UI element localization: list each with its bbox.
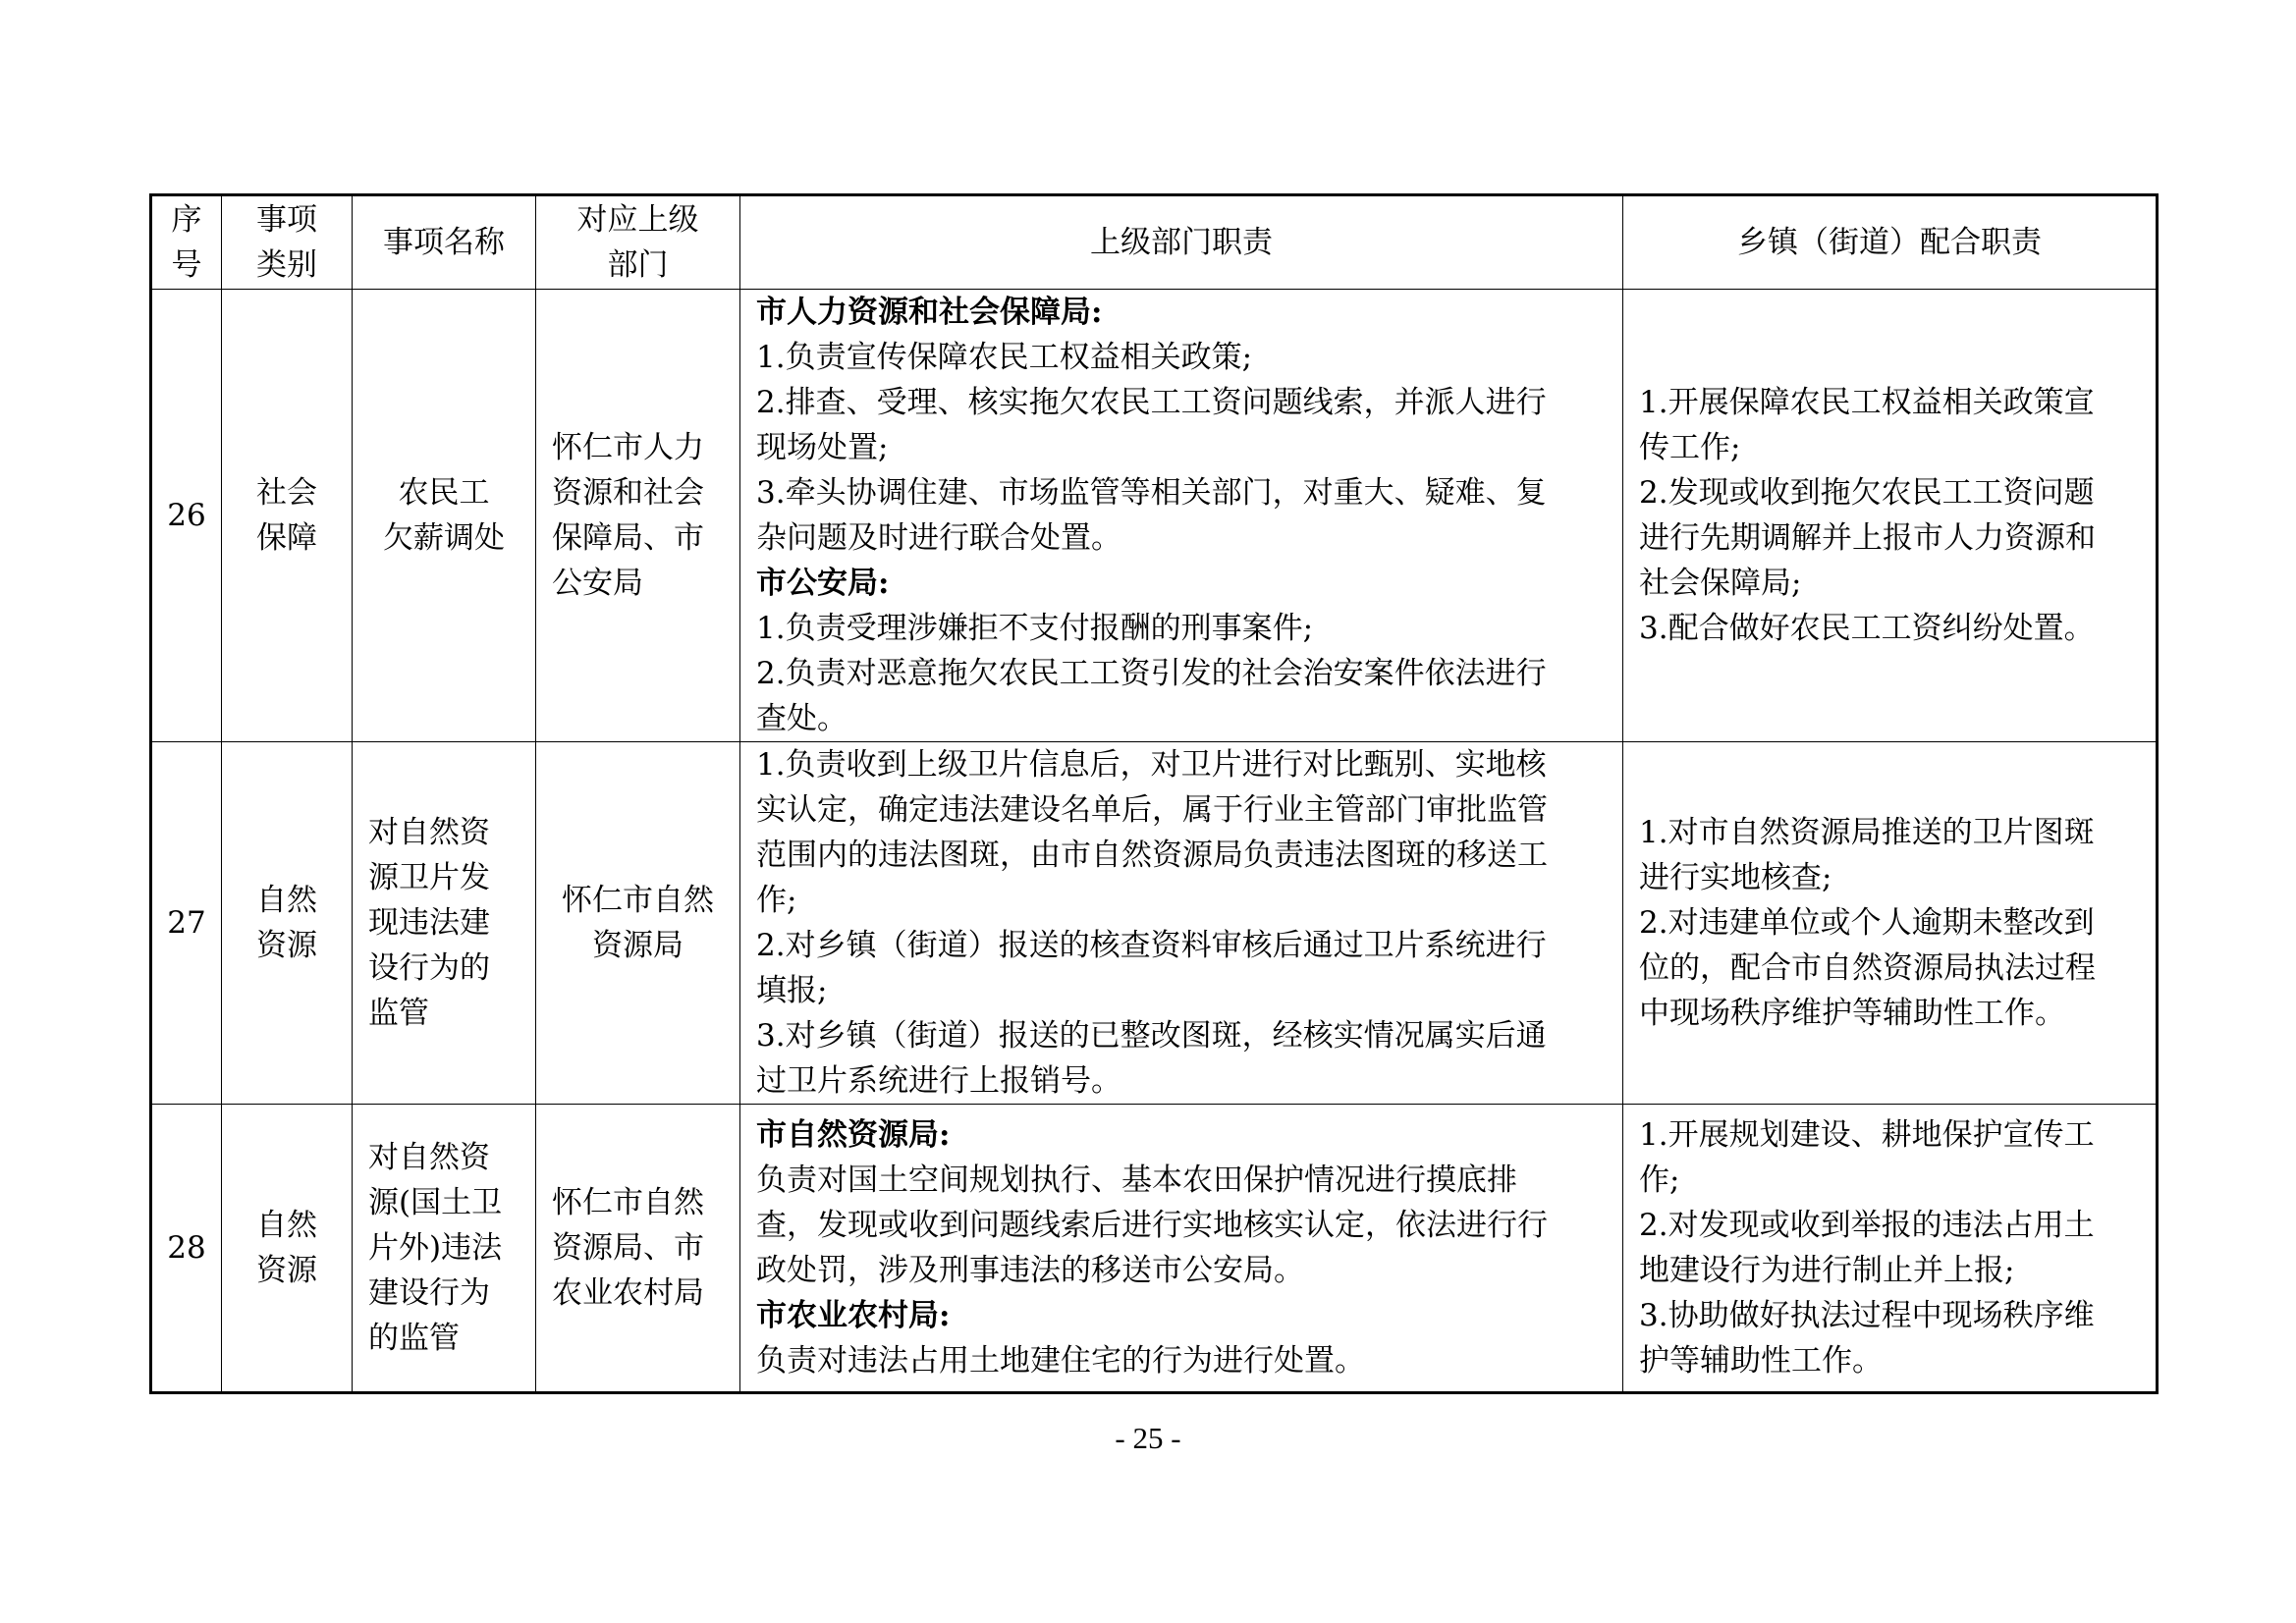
duty-table bbox=[149, 193, 2159, 1394]
row-superior: 怀仁市自然 资源局 bbox=[536, 742, 740, 1105]
page-number: - 25 - bbox=[1115, 1421, 1181, 1455]
row-no: 27 bbox=[151, 742, 222, 1105]
header-superior-duty: 上级部门职责 bbox=[740, 195, 1623, 290]
row-town-duty: 1.开展规划建设、耕地保护宣传工 作; 2.对发现或收到举报的违法占用土 地建设行为进行制止并上报; 3.协助做好执法过程中现场秩序维 护等辅助性工作。 bbox=[1623, 1105, 2158, 1393]
row-town-duty: 1.开展保障农民工权益相关政策宣 传工作; 2.发现或收到拖欠农民工工资问题 进行先期调解并上报市人力资源和 社会保障局; 3.配合做好农民工工资纠纷处置。 bbox=[1623, 290, 2158, 742]
table-row bbox=[151, 290, 2158, 742]
row-category: 自然 资源 bbox=[222, 742, 353, 1105]
row-category: 社会 保障 bbox=[222, 290, 353, 742]
header-no: 序 号 bbox=[151, 195, 222, 290]
header-name: 事项名称 bbox=[353, 195, 536, 290]
header-superior: 对应上级 部门 bbox=[536, 195, 740, 290]
row-superior-duty: 市自然资源局: 负责对国土空间规划执行、基本农田保护情况进行摸底排 查，发现或收到问题线索后进行实地核实认定，依法进行行 政处罚，涉及刑事违法的移送市公安局。 市农业农村局: 负责对违法占用土地建住宅的行为进行处置。 bbox=[740, 1105, 1623, 1393]
row-town-duty: 1.对市自然资源局推送的卫片图斑 进行实地核查; 2.对违建单位或个人逾期未整改到 位的，配合市自然资源局执法过程 中现场秩序维护等辅助性工作。 bbox=[1623, 742, 2158, 1105]
header-town-duty: 乡镇（街道）配合职责 bbox=[1623, 195, 2158, 290]
row-name: 对自然资 源(国土卫 片外)违法 建设行为 的监管 bbox=[353, 1105, 536, 1393]
table-row bbox=[151, 1105, 2158, 1393]
table-header-row bbox=[151, 195, 2158, 290]
row-category: 自然 资源 bbox=[222, 1105, 353, 1393]
row-name: 对自然资 源卫片发 现违法建 设行为的 监管 bbox=[353, 742, 536, 1105]
row-no: 26 bbox=[151, 290, 222, 742]
row-superior-duty: 市人力资源和社会保障局: 1.负责宣传保障农民工权益相关政策; 2.排查、受理、核实拖欠农民工工资问题线索，并派人进行 现场处置; 3.牵头协调住建、市场监管等相关部门，对重大、疑难、复 杂问题及时进行联合处置。 市公安局: 1.负责受理涉嫌拒不支付报酬的刑事案件; 2.负责对恶意拖欠农民工工资引发的社会治安案件依法进行 查处。 bbox=[740, 290, 1623, 742]
header-category: 事项 类别 bbox=[222, 195, 353, 290]
row-superior-duty: 1.负责收到上级卫片信息后，对卫片进行对比甄别、实地核 实认定，确定违法建设名单后，属于行业主管部门审批监管 范围内的违法图斑，由市自然资源局负责违法图斑的移送工 作; 2.对乡镇（街道）报送的核查资料审核后通过卫片系统进行 填报; 3.对乡镇（街道）报送的已整改图斑，经核实情况属实后通 过卫片系统进行上报销号。 bbox=[740, 742, 1623, 1105]
table-row bbox=[151, 742, 2158, 1105]
row-name: 农民工 欠薪调处 bbox=[353, 290, 536, 742]
row-no: 28 bbox=[151, 1105, 222, 1393]
row-superior: 怀仁市自然 资源局、市 农业农村局 bbox=[536, 1105, 740, 1393]
row-superior: 怀仁市人力 资源和社会 保障局、市 公安局 bbox=[536, 290, 740, 742]
